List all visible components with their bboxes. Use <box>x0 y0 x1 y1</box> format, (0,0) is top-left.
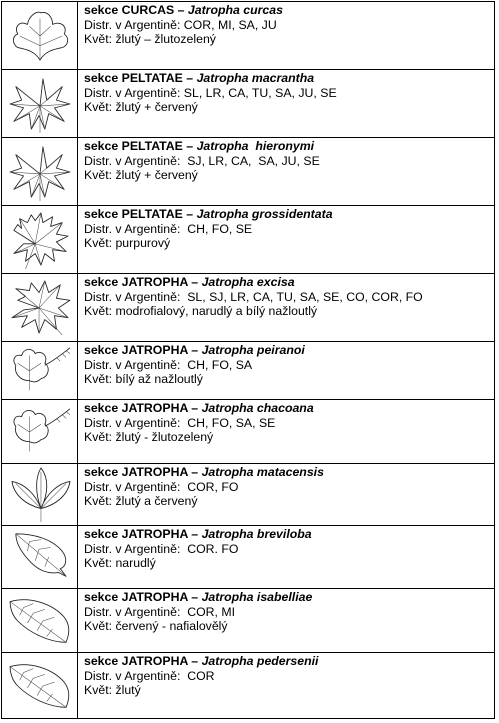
distribution-line <box>84 416 490 431</box>
species-info <box>84 590 490 634</box>
species-info <box>84 654 490 698</box>
table-row <box>2 342 494 400</box>
distribution-line <box>84 605 490 620</box>
section-heading: sekce JATROPHA – Jatropha chacoana <box>84 401 314 415</box>
table-row <box>2 274 494 342</box>
species-info <box>84 527 490 571</box>
distribution-label: Distr. v Argentině: <box>84 668 181 683</box>
species-info <box>84 343 490 387</box>
species-info <box>84 465 490 509</box>
distribution-line <box>84 222 490 237</box>
flower-line <box>84 168 490 183</box>
section-heading: sekce JATROPHA – Jatropha excisa <box>84 275 295 289</box>
species-name: Jatropha peiranoi <box>201 343 305 357</box>
flower-label: Květ: <box>84 556 113 570</box>
section-heading: sekce PELTATAE – Jatropha macrantha <box>84 71 315 85</box>
flower-label: Květ: <box>84 168 113 182</box>
distribution-value: COR. FO <box>183 541 239 556</box>
palmate-leaf-icon <box>2 138 78 205</box>
distribution-value: CH, FO, SA, SE <box>183 415 276 430</box>
section-heading: sekce CURCAS – Jatropha curcas <box>84 3 283 17</box>
distribution-label: Distr. v Argentině: <box>84 17 181 32</box>
table-row <box>2 206 494 274</box>
trifoliate-leaf-icon <box>2 464 78 525</box>
flower-line <box>84 619 490 634</box>
flower-label: Květ: <box>84 304 113 318</box>
section-name: sekce JATROPHA <box>84 527 188 541</box>
flower-line <box>84 372 490 387</box>
species-info <box>84 71 490 115</box>
section-heading: sekce JATROPHA – Jatropha pedersenii <box>84 654 319 668</box>
species-name: Jatropha chacoana <box>201 401 314 415</box>
flower-value: modrofialový, narudlý a bílý nažloutlý <box>115 304 318 318</box>
distribution-value: COR, MI <box>183 604 236 619</box>
distribution-value: COR, FO <box>183 479 239 494</box>
section-name: sekce JATROPHA <box>84 343 188 357</box>
distribution-label: Distr. v Argentině: <box>84 479 181 494</box>
section-heading: sekce JATROPHA – Jatropha matacensis <box>84 465 324 479</box>
distribution-label: Distr. v Argentině: <box>84 541 181 556</box>
flower-label: Květ: <box>84 619 113 633</box>
flower-label: Květ: <box>84 236 113 250</box>
flower-line <box>84 100 490 115</box>
distribution-line <box>84 669 490 684</box>
species-name: Jatropha pedersenii <box>201 654 319 668</box>
section-heading: sekce PELTATAE – Jatropha grossidentata <box>84 207 333 221</box>
species-info <box>84 139 490 183</box>
section-name: sekce PELTATAE <box>84 139 183 153</box>
table-row <box>2 70 494 138</box>
section-heading: sekce JATROPHA – Jatropha peiranoi <box>84 343 305 357</box>
distribution-line <box>84 86 490 101</box>
distribution-value: SJ, LR, CA, SA, JU, SE <box>183 153 320 168</box>
flower-value: červený - nafialovělý <box>115 619 228 633</box>
flower-line <box>84 304 490 319</box>
distribution-label: Distr. v Argentině: <box>84 289 181 304</box>
distribution-label: Distr. v Argentině: <box>84 357 181 372</box>
distribution-label: Distr. v Argentině: <box>84 221 181 236</box>
distribution-value: CH, FO, SA <box>183 357 253 372</box>
species-name: Jatropha grossidentata <box>196 207 333 221</box>
dentate-palmate-leaf-icon <box>2 206 78 273</box>
section-name: sekce PELTATAE <box>84 207 183 221</box>
elliptic-leaf-icon <box>2 653 78 719</box>
leaf-with-flower-stalk-icon <box>2 342 78 399</box>
section-name: sekce JATROPHA <box>84 654 188 668</box>
flower-line <box>84 683 490 698</box>
species-name: Jatropha isabelliae <box>201 590 313 604</box>
flower-line <box>84 32 490 47</box>
distribution-label: Distr. v Argentině: <box>84 415 181 430</box>
distribution-label: Distr. v Argentině: <box>84 604 181 619</box>
distribution-line <box>84 358 490 373</box>
table-row <box>2 138 494 206</box>
distribution-value: COR <box>183 668 215 683</box>
section-name: sekce CURCAS <box>84 3 175 17</box>
species-name: Jatropha macrantha <box>196 71 315 85</box>
flower-value: narudlý <box>115 556 156 570</box>
distribution-line <box>84 480 490 495</box>
flower-value: žlutý a červený <box>115 494 198 508</box>
species-table <box>1 1 495 719</box>
species-info <box>84 3 490 47</box>
section-name: sekce JATROPHA <box>84 275 188 289</box>
section-name: sekce PELTATAE <box>84 71 183 85</box>
palmate-leaf-icon <box>2 70 78 137</box>
flower-line <box>84 494 490 509</box>
flower-value: žlutý – žlutozelený <box>115 32 216 46</box>
elliptic-leaf-icon <box>2 589 78 652</box>
flower-value: žlutý + červený <box>115 100 198 114</box>
distribution-value: COR, MI, SA, JU <box>183 17 277 32</box>
flower-label: Květ: <box>84 32 113 46</box>
table-row <box>2 589 494 653</box>
distribution-line <box>84 154 490 169</box>
distribution-label: Distr. v Argentině: <box>84 153 181 168</box>
flower-label: Květ: <box>84 430 113 444</box>
flower-label: Květ: <box>84 494 113 508</box>
flower-label: Květ: <box>84 100 113 114</box>
flower-value: purpurový <box>115 236 171 250</box>
lobed-leaf-icon <box>2 274 78 341</box>
flower-line <box>84 236 490 251</box>
distribution-line <box>84 542 490 557</box>
section-name: sekce JATROPHA <box>84 590 188 604</box>
table-row <box>2 2 494 70</box>
distribution-label: Distr. v Argentině: <box>84 85 181 100</box>
distribution-line <box>84 18 490 33</box>
species-name: Jatropha excisa <box>201 275 295 289</box>
flower-value: žlutý - žlutozelený <box>115 430 214 444</box>
species-name: Jatropha hieronymi <box>196 139 315 153</box>
section-name: sekce JATROPHA <box>84 465 188 479</box>
flower-value: žlutý + červený <box>115 168 198 182</box>
leaf-with-flower-stalk-icon <box>2 400 78 463</box>
species-info <box>84 275 490 319</box>
table-row <box>2 526 494 589</box>
species-name: Jatropha matacensis <box>201 465 324 479</box>
flower-label: Květ: <box>84 372 113 386</box>
species-info <box>84 207 490 251</box>
flower-label: Květ: <box>84 683 113 697</box>
distribution-value: SL, SJ, LR, CA, TU, SA, SE, CO, COR, FO <box>183 289 423 304</box>
simple-leaf-icon <box>2 526 78 588</box>
table-row <box>2 400 494 464</box>
table-row <box>2 464 494 526</box>
section-name: sekce JATROPHA <box>84 401 188 415</box>
section-heading: sekce JATROPHA – Jatropha isabelliae <box>84 590 313 604</box>
species-name: Jatropha breviloba <box>201 527 312 541</box>
section-heading: sekce JATROPHA – Jatropha breviloba <box>84 527 312 541</box>
species-name: Jatropha curcas <box>187 3 283 17</box>
flower-value: bílý až nažloutlý <box>115 372 203 386</box>
species-info <box>84 401 490 445</box>
distribution-line <box>84 290 490 305</box>
flower-value: žlutý <box>115 683 141 697</box>
three-lobed-leaf-icon <box>2 2 78 69</box>
flower-line <box>84 556 490 571</box>
distribution-value: CH, FO, SE <box>183 221 253 236</box>
table-row <box>2 653 494 719</box>
distribution-value: SL, LR, CA, TU, SA, JU, SE <box>183 85 337 100</box>
section-heading: sekce PELTATAE – Jatropha hieronymi <box>84 139 315 153</box>
flower-line <box>84 430 490 445</box>
